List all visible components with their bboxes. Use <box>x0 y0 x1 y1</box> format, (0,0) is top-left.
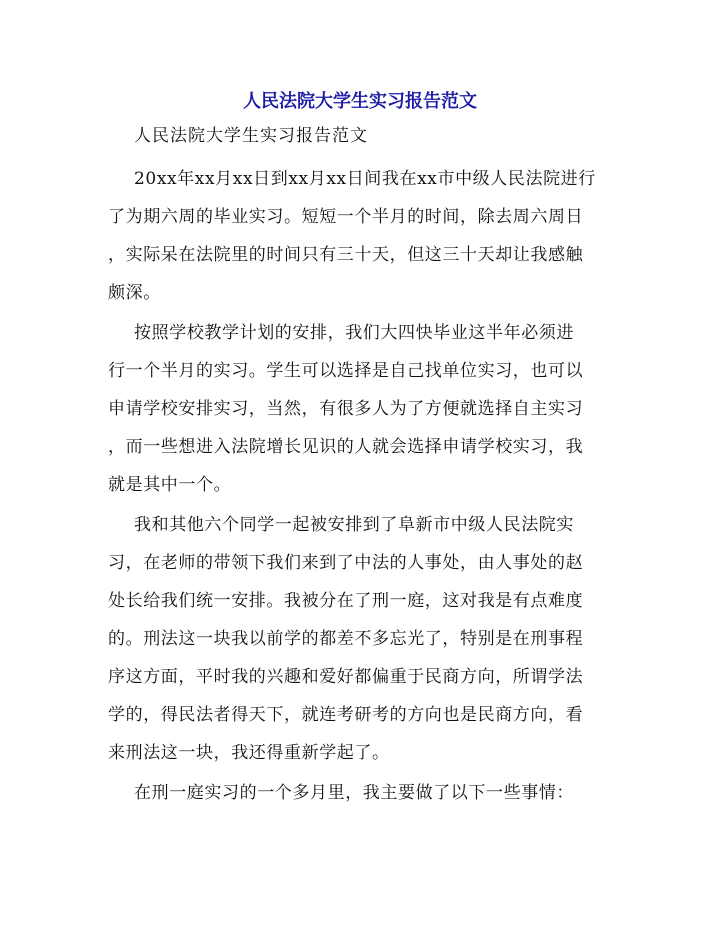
paragraph-line: 申请学校安排实习，当然，有很多人为了方便就选择自主实习 <box>108 399 584 419</box>
paragraph-line: 就是其中一个。 <box>108 475 232 495</box>
paragraph-line: 了为期六周的毕业实习。短短一个半月的时间，除去周六周日 <box>108 207 584 227</box>
document-title: 人民法院大学生实习报告范文 <box>243 91 477 112</box>
paragraph-line: 序这方面，平时我的兴趣和爱好都偏重于民商方向，所谓学法 <box>108 667 584 687</box>
paragraph-line: 按照学校教学计划的安排，我们大四快毕业这半年必须进 <box>134 323 574 343</box>
paragraph-line: ，而一些想进入法院增长见识的人就会选择申请学校实习，我 <box>108 437 584 457</box>
paragraph-1 <box>108 160 618 312</box>
paragraph-4 <box>108 774 618 812</box>
paragraph-line: 行一个半月的实习。学生可以选择是自己找单位实习，也可以 <box>108 361 584 381</box>
paragraph-3 <box>108 506 618 772</box>
paragraph-line: ，实际呆在法院里的时间只有三十天，但这三十天却让我感触 <box>108 245 584 265</box>
document-subtitle: 人民法院大学生实习报告范文 <box>134 126 368 146</box>
paragraph-line: 来刑法这一块，我还得重新学起了。 <box>108 743 390 763</box>
paragraph-line: 在刑一庭实习的一个多月里，我主要做了以下一些事情： <box>134 783 574 803</box>
paragraph-line: 我和其他六个同学一起被安排到了阜新市中级人民法院实 <box>134 515 574 535</box>
paragraph-line: 的。刑法这一块我以前学的都差不多忘光了，特别是在刑事程 <box>108 629 584 649</box>
paragraph-line: 习，在老师的带领下我们来到了中法的人事处，由人事处的赵 <box>108 553 584 573</box>
paragraph-line: 20xx年xx月xx日到xx月xx日间我在xx市中级人民法院进行 <box>134 169 596 189</box>
paragraph-2 <box>108 314 618 504</box>
paragraph-line: 处长给我们统一安排。我被分在了刑一庭，这对我是有点难度 <box>108 591 584 611</box>
paragraph-line: 颇深。 <box>108 283 161 303</box>
paragraph-line: 学的，得民法者得天下，就连考研考的方向也是民商方向，看 <box>108 705 584 725</box>
